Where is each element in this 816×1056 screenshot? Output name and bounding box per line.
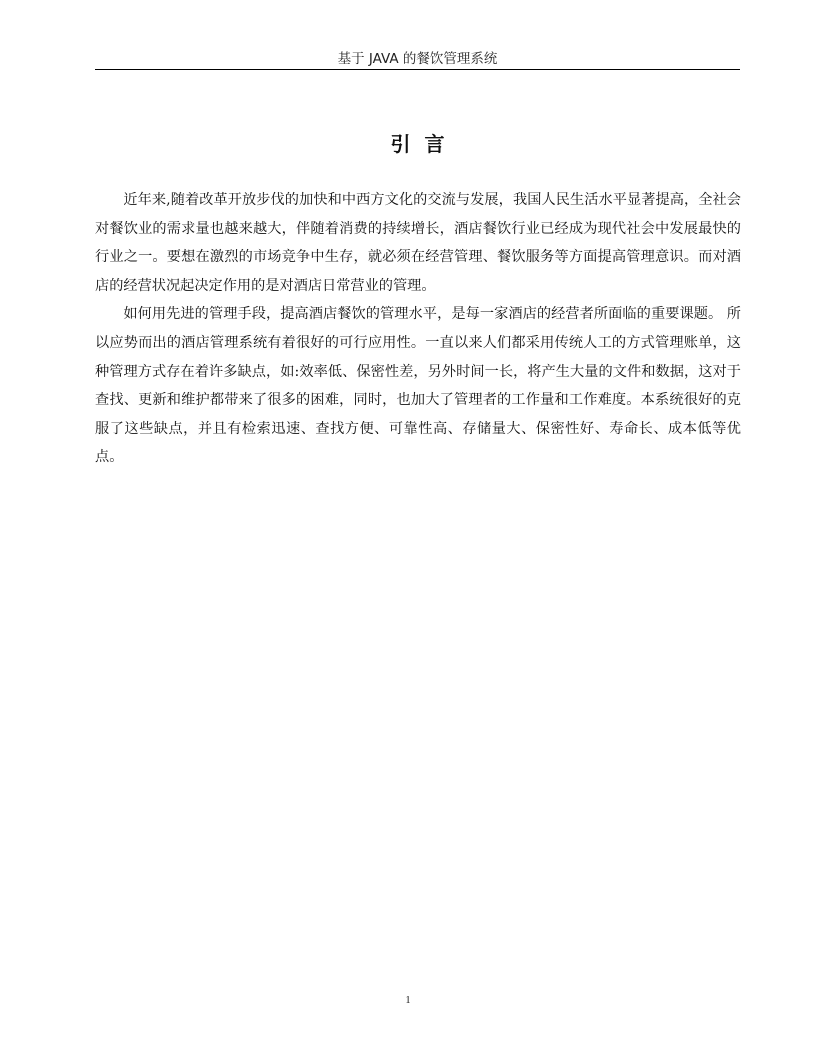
section-title: 引言 (390, 132, 459, 156)
header-divider (95, 69, 740, 70)
running-header: 基于 JAVA 的餐饮管理系统 (337, 51, 498, 67)
page-number: 1 (405, 995, 411, 1006)
paragraph: 如何用先进的管理手段，提高酒店餐饮的管理水平，是每一家酒店的经营者所面临的重要课题。 所以应势而出的酒店管理系统有着很好的可行应用性。一直以来人们都采用传统人工的方式管理账单，这种管理方式存在着许多缺点，如:效率低、保密性差，另外时间一长，将产生大量的文件和数据，这对于查找、更新和维护都带来了很多的困难，同时，也加大了管理者的工作量和工作难度。本系统很好的克服了这些缺点，并且有检索迅速、查找方便、可靠性高、存储量大、保密性好、寿命长、成本低等优点。 (95, 306, 741, 466)
paragraph: 近年来,随着改革开放步伐的加快和中西方文化的交流与发展，我国人民生活水平显著提高，全社会对餐饮业的需求量也越来越大，伴随着消费的持续增长，酒店餐饮行业已经成为现代社会中发展最快的行业之一。要想在激烈的市场竞争中生存，就必须在经营管理、餐饮服务等方面提高管理意识。而对酒店的经营状况起决定作用的是对酒店日常营业的管理。 (95, 192, 741, 294)
section-body (95, 186, 741, 472)
